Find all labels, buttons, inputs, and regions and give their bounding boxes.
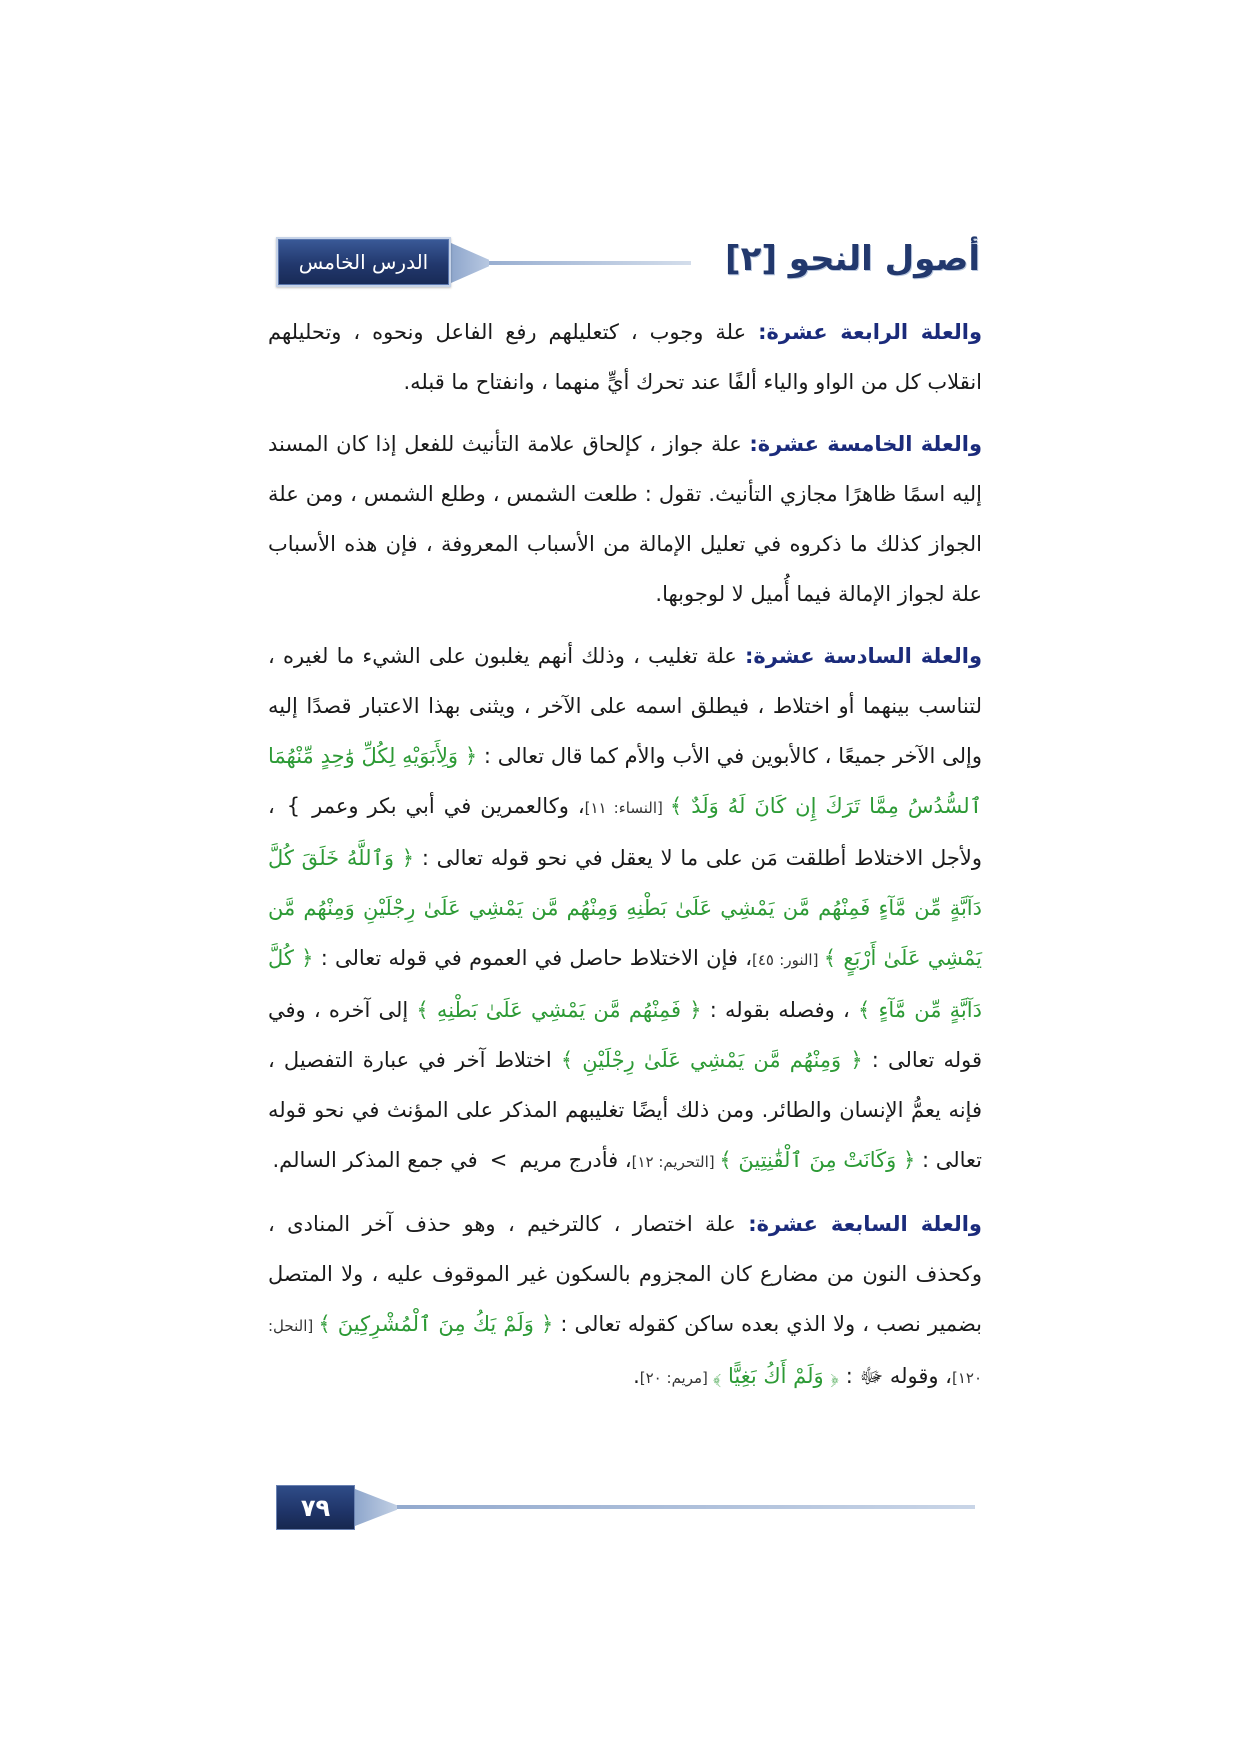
body-text: . [633, 1364, 640, 1388]
body-text: في جمع المذكر السالم. [272, 1148, 478, 1172]
book-title: أصول النحو [٢] [725, 239, 980, 279]
body-text: علة وجوب ، كتعليلهم رفع الفاعل ونحوه ، وتحليلهم انقلاب كل من الواو والياء ألفًا عند تحرك أيٍّ منهما ، وانفتاح ما قبله. [268, 320, 982, 394]
body-text-area [268, 307, 982, 1465]
section-label: والعلة الرابعة عشرة: [758, 320, 982, 344]
honorific-symbol: < [489, 1148, 508, 1172]
body-text: علة جواز ، كإلحاق علامة التأنيث للفعل إذا كان المسند إليه اسمًا ظاهرًا مجازي التأنيث. تقول : طلعت الشمس ، وطلع الشمس ، ومن علة الجواز كذلك ما ذكروه في تعليل الإمالة من الأسباب المعروفة ، فإن هذه الأسباب علة لجواز الإمالة فيما أُميل لا لوجوبها. [268, 432, 982, 606]
body-text: ، ولأجل الاختلاط أطلقت مَن على ما لا يعقل في نحو قوله تعالى : [268, 794, 983, 870]
page-number: ٧٩ [300, 1493, 331, 1522]
quran-verse: ﴿ وَٱللَّهُ خَلَقَ كُلَّ دَآبَّةٍ مِّن مَّآءٍ فَمِنْهُم مَّن يَمْشِي عَلَىٰ بَطْنِهِ وَمِنْهُم مَّن يَمْشِي عَلَىٰ رِجْلَيْنِ وَمِنْهُم مَّن يَمْشِي عَلَىٰ أَرْبَعٍ ﴾ [268, 846, 982, 970]
page-number-badge [276, 1485, 355, 1530]
quran-verse: ﴿ وَمِنْهُم مَّن يَمْشِي عَلَىٰ رِجْلَيْنِ ﴾ [560, 1048, 863, 1072]
body-text: ، وقوله ﷻ : [839, 1364, 952, 1388]
honorific-symbol: { [286, 794, 301, 818]
footer-divider [355, 1505, 975, 1509]
quran-verse: ﴿ كُلَّ دَآبَّةٍ مِّن مَّآءٍ ﴾ [268, 946, 982, 1022]
lesson-badge-label: الدرس الخامس [298, 250, 429, 274]
footer-divider-ornament [355, 1489, 397, 1526]
paragraph [268, 419, 982, 619]
body-text: علة اختصار ، كالترخيم ، وهو حذف آخر المنادى ، وكحذف النون من مضارع كان المجزوم بالسكون غير الموقوف عليه ، ولا المتصل بضمير نصب ، ولا الذي بعده ساكن كقوله تعالى : [268, 1212, 983, 1336]
verse-reference: [النحل: ١٢٠] [268, 1317, 982, 1387]
section-label: والعلة السابعة عشرة: [748, 1212, 982, 1236]
quran-verse: ﴿ وَكَانَتْ مِنَ ٱلْقَٰنِتِينَ ﴾ [719, 1148, 916, 1172]
paragraph [268, 631, 982, 1187]
quran-verse: ﴿ فَمِنْهُم مَّن يَمْشِي عَلَىٰ بَطْنِهِ ﴾ [416, 998, 702, 1022]
body-text: ، فأدرج مريم [519, 1148, 632, 1172]
page-footer [268, 1485, 982, 1530]
header-divider-ornament [451, 243, 489, 283]
quran-verse: ﴿ وَلَمْ يَكُ مِنَ ٱلْمُشْرِكِينَ ﴾ [318, 1312, 554, 1336]
paragraph [268, 307, 982, 407]
lesson-badge [276, 237, 451, 287]
page-content [268, 307, 982, 1530]
quran-verse: ﴿ وَلَمْ أَكُ بَغِيًّا ﴾ [712, 1364, 840, 1388]
body-text: إلى آخره ، وفي قوله تعالى : [268, 998, 983, 1072]
verse-reference: [النساء: ١١] [584, 799, 670, 817]
body-text: علة تغليب ، وذلك أنهم يغلبون على الشيء ما لغيره ، لتناسب بينهما أو اختلاط ، فيطلق اسمه على الآخر ، ويثنى بهذا الاعتبار قصدًا إليه وإلى الآخر جميعًا ، كالأبوين في الأب والأم كما قال تعالى : [268, 644, 982, 768]
body-text: اختلاط آخر في عبارة التفصيل ، فإنه يعمُّ الإنسان والطائر. ومن ذلك أيضًا تغليبهم المذكر على المؤنث في نحو قوله تعالى : [268, 1048, 982, 1172]
quran-verse: ﴿ وَلِأَبَوَيْهِ لِكُلِّ وَٰحِدٍ مِّنْهُمَا ٱلسُّدُسُ مِمَّا تَرَكَ إِن كَانَ لَهُ وَلَدٌ ﴾ [268, 744, 982, 818]
verse-reference: [النور: ٤٥] [751, 951, 824, 969]
body-text: ، وكالعمرين في أبي بكر وعمر [312, 794, 585, 818]
section-label: والعلة الخامسة عشرة: [749, 432, 982, 456]
paragraph [268, 1199, 982, 1403]
body-text: ، وفصله بقوله : [701, 998, 858, 1022]
verse-reference: [التحريم: ١٢] [631, 1153, 720, 1171]
body-text: ، فإن الاختلاط حاصل في العموم في قوله تعالى : [313, 946, 752, 970]
section-label: والعلة السادسة عشرة: [745, 644, 982, 668]
verse-reference: [مريم: ٢٠] [639, 1369, 713, 1387]
